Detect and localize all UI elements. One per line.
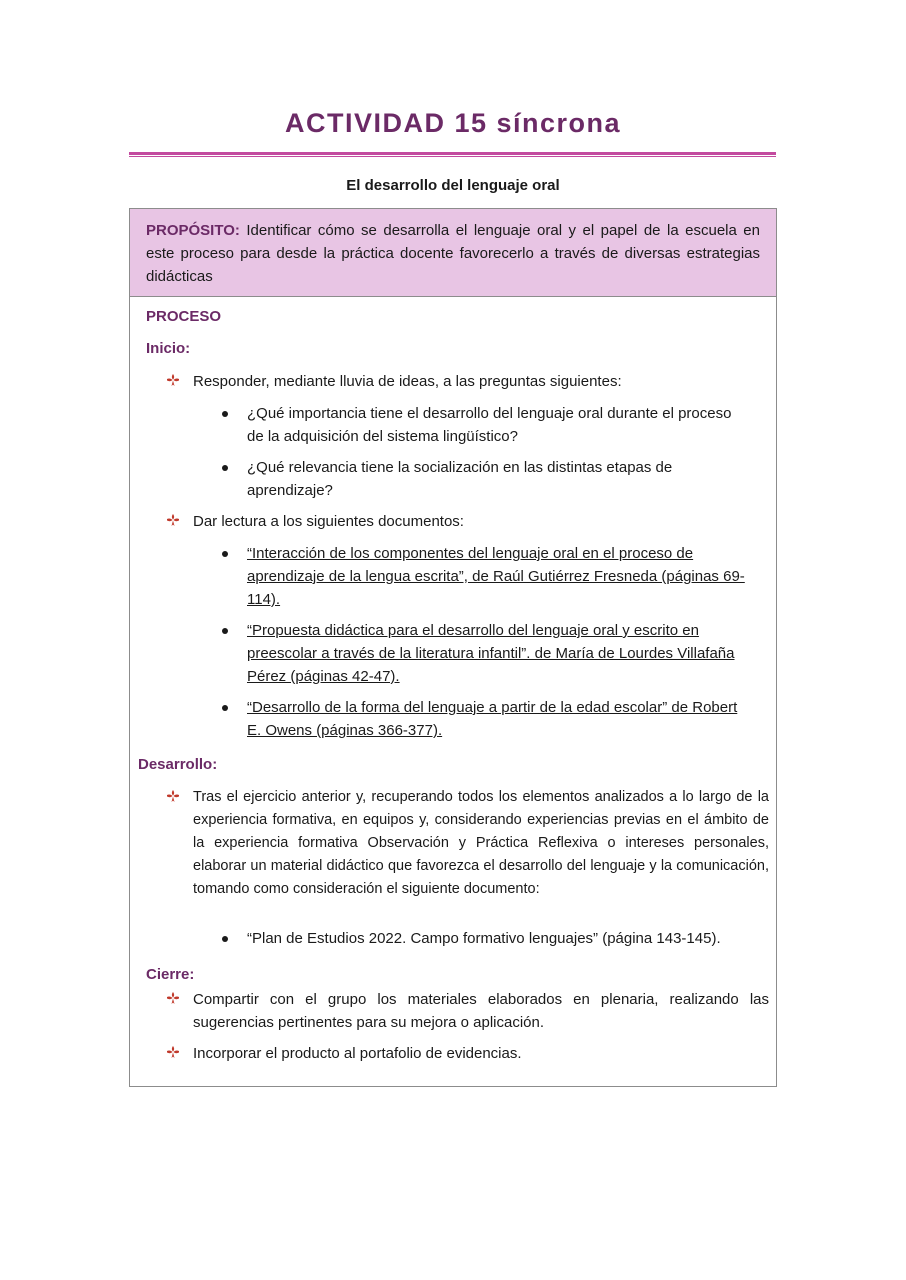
fleur-bullet-icon [166,373,180,387]
doc-link-1[interactable]: “Interacción de los componentes del lenguaje oral en el proceso de aprendizaje de la lengua escrita”, de Raúl Gutiérrez Fresneda (páginas 69-114). [247,545,745,608]
purpose-body: Identificar cómo se desarrolla el lenguaje oral y el papel de la escuela en este proceso para desde la práctica docente favorecerlo a través de diversas estrategias didácticas [146,222,760,285]
purpose-label: PROPÓSITO: [146,222,240,239]
dot-bullet [222,705,228,711]
doc-link-3[interactable]: “Desarrollo de la forma del lenguaje a partir de la edad escolar” de Robert E. Owens (páginas 366-377). [247,699,738,739]
title-rule-thin [129,156,776,157]
page-title: ACTIVIDAD 15 síncrona [284,108,622,138]
fleur-bullet-icon [166,513,180,527]
fleur-bullet-icon [166,991,180,1005]
inicio-item-1: Responder, mediante lluvia de ideas, a las preguntas siguientes: [193,373,622,390]
cierre-heading: Cierre: [146,966,195,983]
inicio-heading: Inicio: [146,340,191,357]
fleur-bullet-icon [166,1045,180,1059]
purpose-text [146,219,760,288]
dot-bullet [222,551,228,557]
purpose-panel [130,209,776,297]
cierre-item-1: Compartir con el grupo los materiales elaborados en plenaria, realizando las sugerencias pertinentes para su mejora o aplicación. [193,991,769,1031]
question-2: ¿Qué relevancia tiene la socialización en las distintas etapas de aprendizaje? [247,459,673,499]
doc-link-2[interactable]: “Propuesta didáctica para el desarrollo del lenguaje oral y escrito en preescolar a través de la literatura infantil”. de María de Lourdes Villafaña Pérez (páginas 42-47). [247,622,735,685]
dot-bullet [222,411,228,417]
proceso-heading: PROCESO [146,308,222,325]
fleur-bullet-icon [166,789,180,803]
inicio-item-2: Dar lectura a los siguientes documentos: [193,513,464,530]
dot-bullet [222,465,228,471]
document-subtitle: El desarrollo del lenguaje oral [346,177,560,194]
title-rule [129,152,776,155]
cierre-item-2: Incorporar el producto al portafolio de evidencias. [193,1045,522,1062]
desarrollo-heading: Desarrollo: [138,756,218,773]
dot-bullet [222,936,228,942]
plan-estudios-doc: “Plan de Estudios 2022. Campo formativo lenguajes” (página 143-145). [247,930,721,947]
question-1: ¿Qué importancia tiene el desarrollo del lenguaje oral durante el proceso de la adquisición del sistema lingüístico? [247,405,732,445]
desarrollo-item-1: Tras el ejercicio anterior y, recuperando todos los elementos analizados a lo largo de la experiencia formativa, en equipos y, considerando experiencias previas en el ámbito de la experiencia formativa Observación y Práctica Reflexiva o intereses personales, elaborar un material didáctico que favorezca el desarrollo del lenguaje y la comunicación, tomando como consideración el siguiente documento: [193,789,769,897]
activity-box [129,208,777,1087]
dot-bullet [222,628,228,634]
